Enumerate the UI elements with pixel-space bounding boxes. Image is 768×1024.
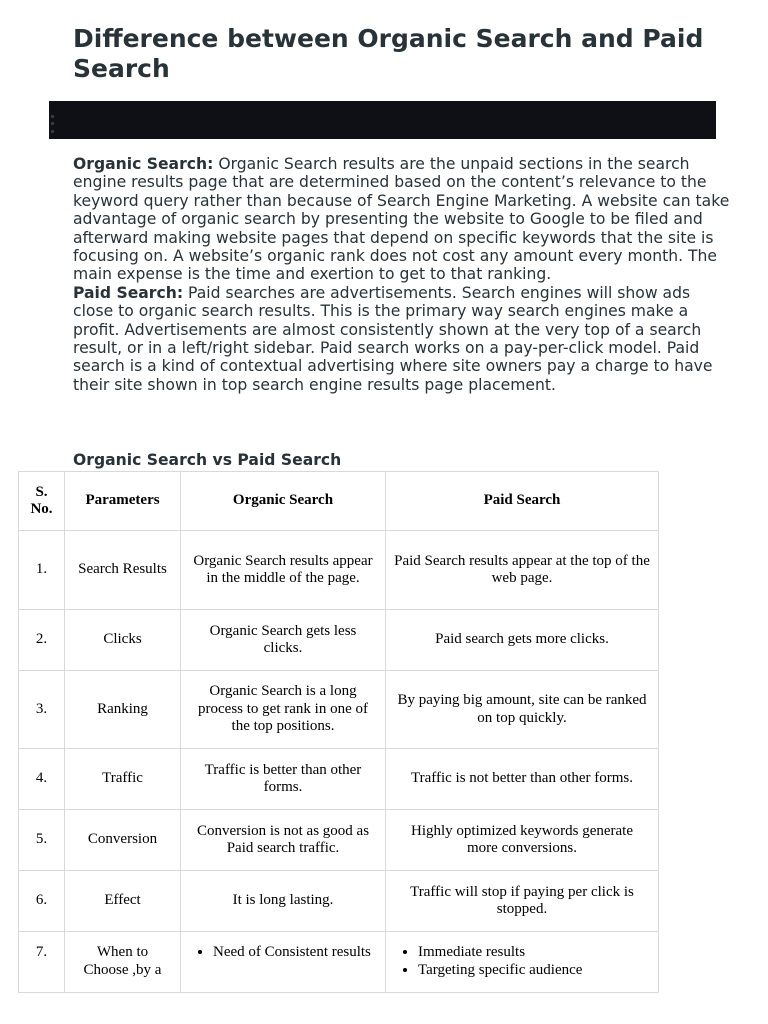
table-row [19,749,659,810]
table-row [19,932,659,993]
organic-bullet-list [189,944,377,962]
cell-parameter: When to Choose ,by a [65,932,181,993]
banner-dot [51,130,54,133]
cell-parameter: Conversion [65,810,181,871]
cell-sno: 1. [19,531,65,610]
list-item: • Immediate results [418,944,650,962]
cell-organic: Conversion is not as good as Paid search traffic. [181,810,386,871]
paid-label: Paid Search: [73,283,184,302]
header-sno: S. No. [19,472,65,531]
cell-sno: 7. [19,932,65,993]
cell-organic: Traffic is better than other forms. [181,749,386,810]
cell-paid: Paid Search results appear at the top of the web page. [386,531,659,610]
cell-paid [386,932,659,993]
cell-paid: Paid search gets more clicks. [386,610,659,671]
list-item: • Targeting specific audience [418,962,650,980]
cell-parameter: Clicks [65,610,181,671]
cell-sno: 2. [19,610,65,671]
paid-text: Paid searches are advertisements. Search engines will show ads close to organic search results. This is the primary way search engines make a profit. Advertisements are almost consistently shown at the very top of a search result, or in a left/right sidebar. Paid search works on a pay-per-click model. Paid search is a kind of contextual advertising where site owners pay a charge to have their site shown in top search engine results page placement. [73,283,713,394]
page-title: Difference between Organic Search and Paid Search [73,24,704,83]
cell-sno: 4. [19,749,65,810]
cell-paid: Traffic will stop if paying per click is stopped. [386,871,659,932]
paid-bullet-list [394,944,650,979]
cell-parameter: Search Results [65,531,181,610]
cell-sno: 3. [19,671,65,749]
cell-sno: 5. [19,810,65,871]
header-parameters: Parameters [65,472,181,531]
comparison-table [18,471,659,993]
table-row [19,531,659,610]
table-row [19,671,659,749]
header-paid: Paid Search [386,472,659,531]
organic-text: Organic Search results are the unpaid sections in the search engine results page that are determined based on the content’s relevance to the keyword query rather than because of Search Engine Marketing. A website can take advantage of organic search by presenting the website to Google to be filed and afterward making website pages that depend on specific keywords that the site is focusing on. A website’s organic rank does not cost any amount every month. The main expense is the time and exertion to get to that ranking. [73,155,730,284]
cell-parameter: Traffic [65,749,181,810]
banner-dot [51,122,54,125]
cell-organic [181,932,386,993]
paid-paragraph [73,284,733,394]
organic-label: Organic Search: [73,155,214,173]
table-row [19,810,659,871]
table-row [19,871,659,932]
banner-dot [51,115,54,118]
comparison-subheading: Organic Search vs Paid Search [73,451,342,469]
article-body [73,155,733,394]
dark-banner [49,101,716,139]
cell-parameter: Effect [65,871,181,932]
cell-paid: Traffic is not better than other forms. [386,749,659,810]
cell-parameter: Ranking [65,671,181,749]
organic-paragraph [73,155,733,284]
cell-organic: Organic Search results appear in the middle of the page. [181,531,386,610]
cell-organic: It is long lasting. [181,871,386,932]
cell-paid: By paying big amount, site can be ranked on top quickly. [386,671,659,749]
cell-organic: Organic Search is a long process to get rank in one of the top positions. [181,671,386,749]
table-header-row [19,472,659,531]
table-row [19,610,659,671]
header-organic: Organic Search [181,472,386,531]
cell-organic: Organic Search gets less clicks. [181,610,386,671]
cell-paid: Highly optimized keywords generate more conversions. [386,810,659,871]
list-item: • Need of Consistent results [213,944,377,962]
cell-sno: 6. [19,871,65,932]
